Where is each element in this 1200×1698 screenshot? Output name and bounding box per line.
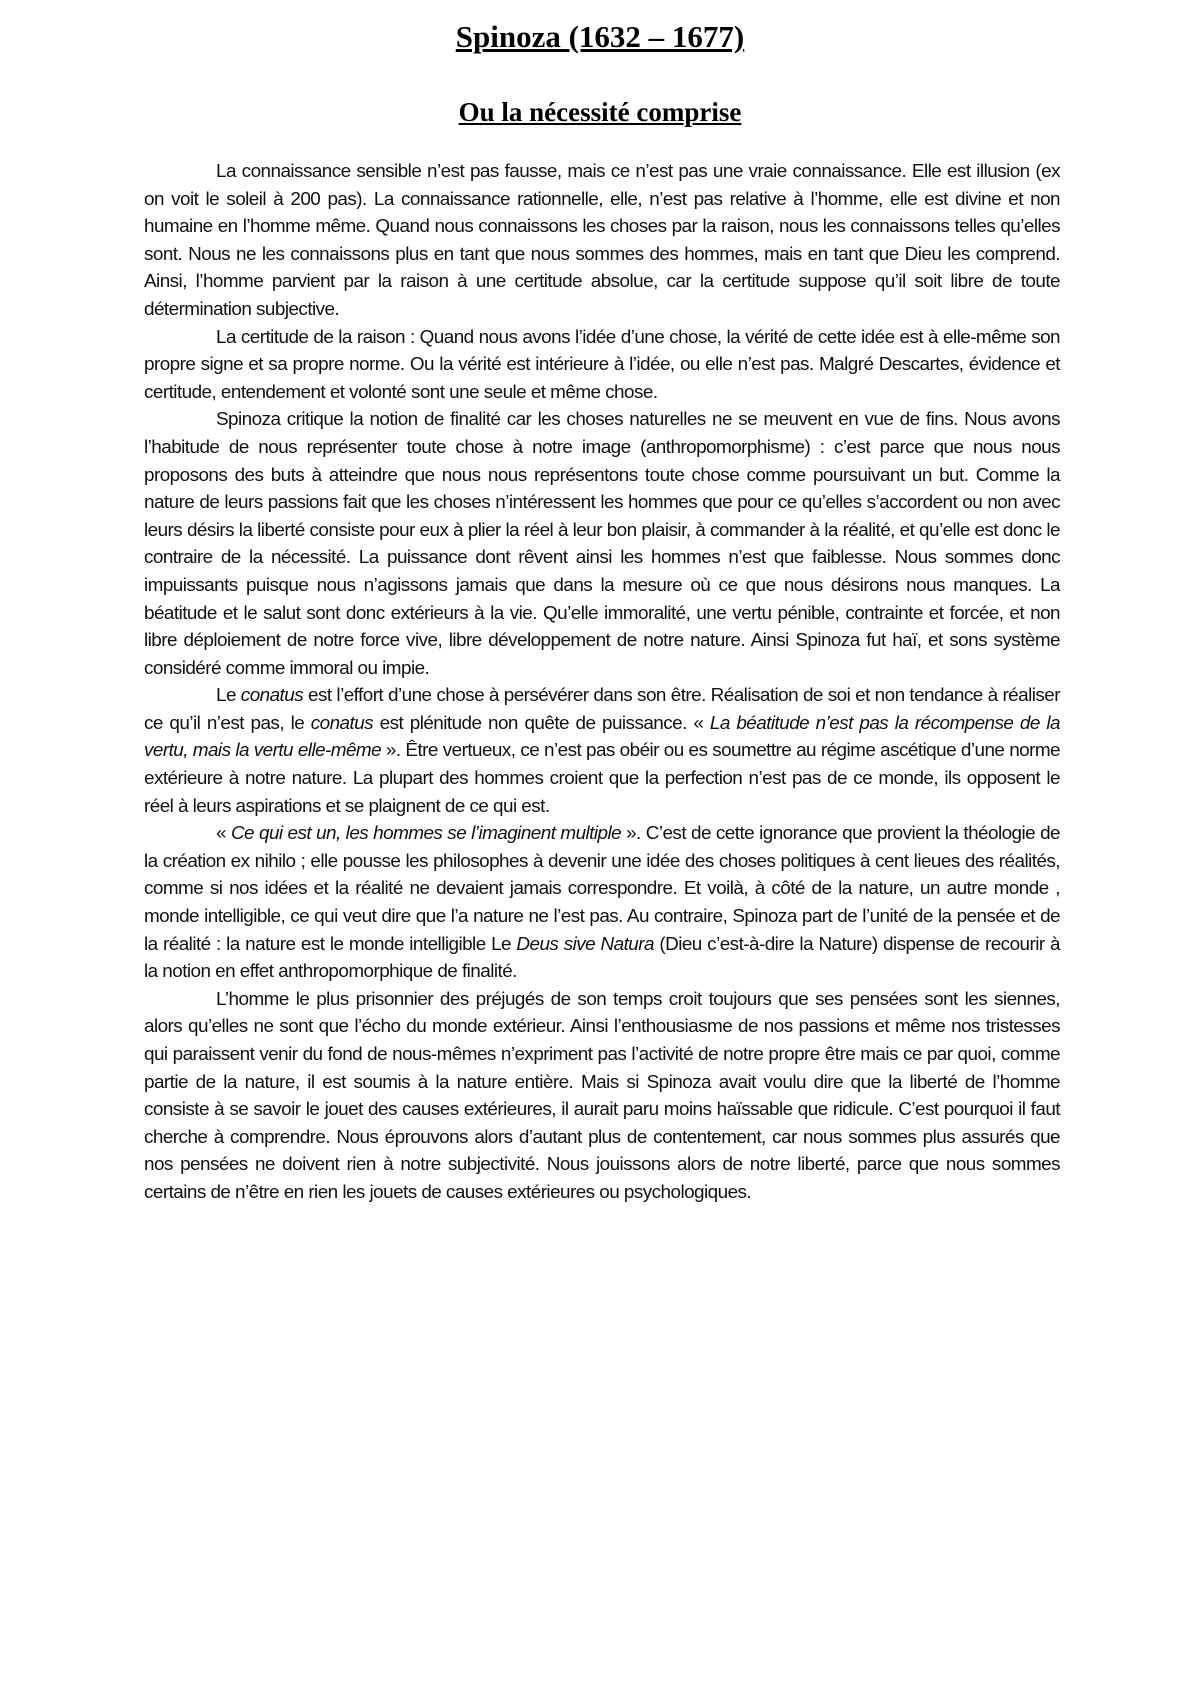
italic-quotation: Ce qui est un, les hommes se l’imaginent multiple [230,823,622,845]
paragraph-liberte: L’homme le plus prisonnier des préjugés de son temps croit toujours que ses pensées sont les siennes, alors qu’elles ne sont que l’écho du monde extérieur. Ainsi l’enthousiasme de nos passions et même nos tristesses qui paraissent venir du fond de nous-mêmes n’expriment pas l’activité de notre propre être mais ce par quoi, comme partie de la nature, il est soumis à la nature entière. Mais si Spinoza avait voulu dire que la liberté de l’homme consiste à se savoir le jouet des causes extérieures, il aurait paru moins haïssable que ridicule. C’est pourquoi il faut cherche à comprendre. Nous éprouvons alors d’autant plus de contentement, car nous sommes plus assurés que nos pensées ne doivent rien à notre subjectivité. Nous jouissons alors de notre liberté, parce que nous sommes certains de n’être en rien les jouets de causes extérieures ou psychologiques. [144,988,1060,1203]
document-body [144,158,1060,1207]
italic-term-conatus: conatus [240,685,304,707]
document-subtitle: Ou la nécessité comprise [458,97,742,127]
italic-quotation: La béatitude n’est pas la récompense de la vertu, mais la vertu elle-même [144,712,1060,762]
italic-term-conatus: conatus [310,712,374,734]
paragraph-certitude: La certitude de la raison : Quand nous avons l’idée d’une chose, la vérité de cette idée est à elle-même son propre signe et sa propre norme. Ou la vérité est intérieure à l’idée, ou elle n’est pas. Malgré Descartes, évidence et certitude, entendement et volonté sont une seule et même chose. [144,326,1060,403]
italic-term-deus-sive-natura: Deus sive Natura [516,933,654,955]
paragraph-ignorance [144,820,1060,986]
document-title: Spinoza (1632 – 1677) [455,19,745,54]
text-run: ». C’est de cette ignorance que provient la théologie de la création ex nihilo ; elle pousse les philosophes à devenir une idée des choses politiques à cent lieues des réalités, comme si nos idées et la réalité ne devaient jamais correspondre. Et voilà, à côté de la nature, un autre monde , monde intelligible, ce qui veut dire que l’a nature ne l’est pas. Au contraire, Spinoza part de l’unité de la pensée et de la réalité : la nature est le monde intelligible Le [144,823,1061,955]
text-run: Le [216,685,241,707]
text-run: ». Être vertueux, ce n’est pas obéir ou es soumettre au régime ascétique d’une norme extérieure à notre nature. La plupart des hommes croient que la perfection n’est pas de ce monde, ils opposent le réel à leurs aspirations et se plaignent de ce qui est. [144,740,1060,817]
text-run: (Dieu c’est-à-dire la Nature) dispense de recourir à la notion en effet anthropomorphique de finalité. [144,933,1060,983]
paragraph-conatus [144,682,1060,820]
text-run: est l’effort d’une chose à persévérer dans son être. Réalisation de soi et non tendance à réaliser ce qu’il n’est pas, le [144,685,1060,734]
text-run: est plénitude non quête de puissance. « [373,712,710,734]
paragraph-finalite: Spinoza critique la notion de finalité car les choses naturelles ne se meuvent en vue de fins. Nous avons l’habitude de nous représenter toute chose à notre image (anthropomorphisme) : c’est parce que nous nous proposons des buts à atteindre que nous nous représentons toute chose comme poursuivant un but. Comme la nature de leurs passions fait que les choses n’intéressent les hommes que pour ce qu’elles s’accordent ou non avec leurs désirs la liberté consiste pour eux à plier la réel à leur bon plaisir, à commander à la réalité, et qu’elle est donc le contraire de la nécessité. La puissance dont rêvent ainsi les hommes n’est que faiblesse. Nous sommes donc impuissants puisque nous n’agissons jamais que dans la mesure où ce que nous désirons nous manques. La béatitude et le salut sont donc extérieurs à la vie. Qu’elle immoralité, une vertu pénible, contrainte et forcée, et non libre déploiement de notre force vive, libre développement de notre nature. Ainsi Spinoza fut haï, et sons système considéré comme immoral ou impie. [144,409,1060,679]
paragraph-sensible-knowledge: La connaissance sensible n’est pas fausse, mais ce n’est pas une vraie connaissance. Elle est illusion (ex on voit le soleil à 200 pas). La connaissance rationnelle, elle, n’est pas relative à l’homme, elle est divine et non humaine en l’homme même. Quand nous connaissons les choses par la raison, nous les connaissons telles qu’elles sont. Nous ne les connaissons plus en tant que nous sommes des hommes, mais en tant que Dieu les comprend. Ainsi, l’homme parvient par la raison à une certitude absolue, car la certitude suppose qu’il soit libre de toute détermination subjective. [144,161,1060,320]
text-run: « [216,823,231,845]
